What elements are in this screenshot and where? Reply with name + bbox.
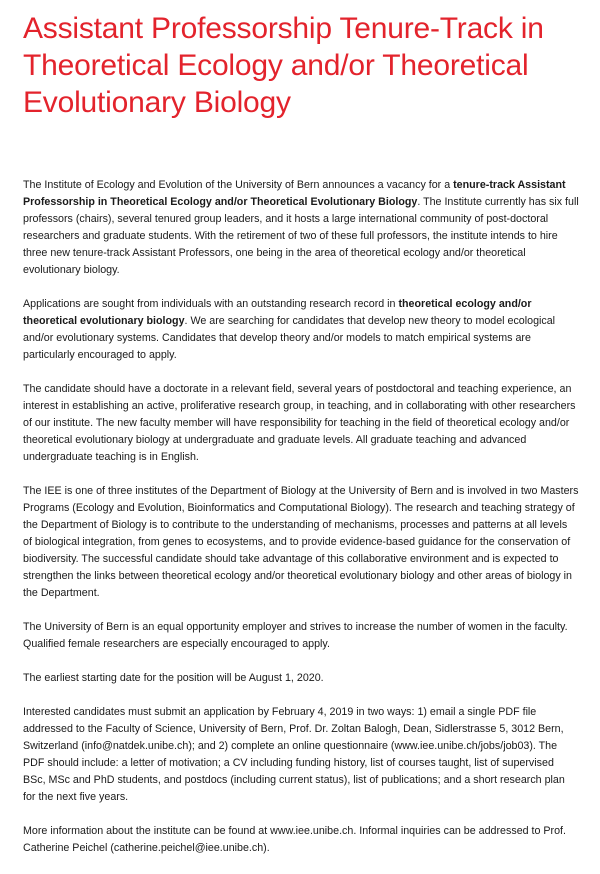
paragraph-applications [23, 296, 579, 364]
paragraph-more-information: More information about the institute can be found at www.iee.unibe.ch. Informal inquiries can be addressed to Prof. Catherine Peichel (catherine.peichel@iee.unibe.ch). [23, 825, 567, 854]
research-field-highlight: theoretical ecology and/or theoretical evolutionary biology [23, 298, 532, 327]
position-title-highlight: tenure-track Assistant Professorship in Theoretical Ecology and/or Theoretical Evolutionary Biology [23, 179, 566, 208]
paragraph-intro [23, 177, 579, 279]
paragraph-iee: The IEE is one of three institutes of the Department of Biology at the University of Bern and is involved in two Masters Programs (Ecology and Evolution, Bioinformatics and Computational Biology). The research and teaching strategy of the Department of Biology is to contribute to the understanding of mechanisms, processes and patterns at all levels of biological integration, from genes to ecosystems, and to provide evidence-based guidance for the conservation of biodiversity. The successful candidate should take advantage of this collaborative environment and is expected to strengthen the links between theoretical ecology and/or theoretical evolutionary biology and other areas of biology in the Department. [23, 485, 579, 599]
paragraph-intro-text-a: The Institute of Ecology and Evolution of the University of Bern announces a vacancy for a [23, 179, 454, 191]
paragraph-applications-text-a: Applications are sought from individuals with an outstanding research record in [23, 298, 399, 310]
paragraph-applications-text-c: . We are searching for candidates that develop new theory to model ecological and/or evolutionary systems. Candidates that develop theory and/or models to match empirical systems are particularly encouraged to apply. [23, 315, 556, 361]
paragraph-intro-text-c: . The Institute currently has six full professors (chairs), several tenured group leaders, and it hosts a large international community of post-doctoral researchers and graduate students. With the retirement of two of these full professors, the institute intends to hire three new tenure-track Assistant Professors, one being in the area of theoretical ecology and/or theoretical evolutionary biology. [23, 196, 579, 276]
paragraph-equal-opportunity: The University of Bern is an equal opportunity employer and strives to increase the number of women in the faculty. Qualified female researchers are especially encouraged to apply. [23, 621, 568, 650]
paragraph-start-date: The earliest starting date for the position will be August 1, 2020. [23, 672, 324, 684]
paragraph-application-process: Interested candidates must submit an application by February 4, 2019 in two ways: 1) email a single PDF file addressed to the Faculty of Science, University of Bern, Prof. Dr. Zoltan Balogh, Dean, Sidlerstrasse 5, 3012 Bern, Switzerland (info@natdek.unibe.ch); and 2) complete an online questionnaire (www.iee.unibe.ch/jobs/job03). The PDF should include: a letter of motivation; a CV including funding history, list of courses taught, list of supervised BSc, MSc and PhD students, and postdocs (including current status), list of publications; and a short research plan for the next five years. [23, 706, 565, 803]
announcement-body [23, 177, 579, 874]
page-title: Assistant Professorship Tenure-Track in Theoretical Ecology and/or Theoretical Evolutionary Biology [23, 12, 544, 119]
paragraph-candidate: The candidate should have a doctorate in a relevant field, several years of postdoctoral and teaching experience, an interest in establishing an active, proliferative research group, in teaching, and in collaborating with other researchers of our institute. The new faculty member will have responsibility for teaching in the field of theoretical ecology and/or theoretical evolutionary biology at undergraduate and graduate levels. All graduate teaching and advanced undergraduate teaching is in English. [23, 383, 576, 463]
